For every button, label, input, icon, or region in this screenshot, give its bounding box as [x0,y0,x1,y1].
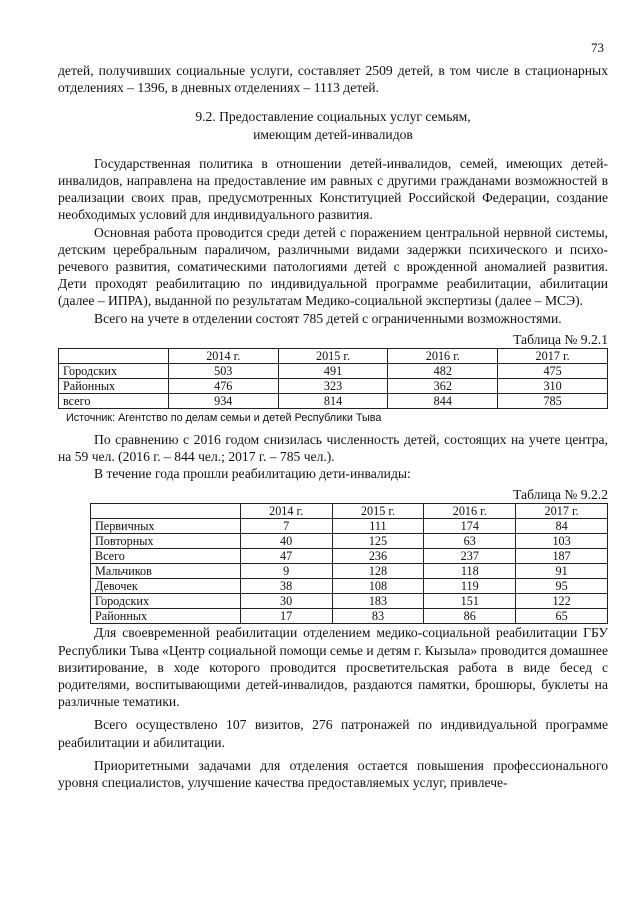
table-2-row-label: Первичных [91,519,241,534]
table-1-cell: 785 [498,393,608,408]
table-1-header-cell: 2016 г. [388,348,498,363]
table-2-caption: Таблица № 9.2.2 [513,487,608,503]
table-1-cell: 362 [388,378,498,393]
table-2-cell: 7 [240,519,332,534]
table-2-cell: 17 [240,609,332,624]
paragraph-comparison: По сравнению с 2016 годом снизилась численность детей, состоящих на учете центра, на 59 чел. (2016 г. – 844 чел.; 2017 г. – 785 чел.). [58,431,608,465]
table-2-cell: 122 [516,594,608,609]
table-2-row-label: Мальчиков [91,564,241,579]
table-1-row [59,393,608,408]
table-2-cell: 108 [332,579,424,594]
table-2-cell: 128 [332,564,424,579]
table-2-cell: 84 [516,519,608,534]
table-2-header-cell: 2017 г. [516,504,608,519]
section-heading-line-1: 9.2. Предоставление социальных услуг семьям, [195,109,471,125]
table-2 [90,503,608,624]
table-1-header-row [59,348,608,363]
table-2-header-cell: 2014 г. [240,504,332,519]
section-heading [58,108,608,142]
paragraph-total-registered: Всего на учете в отделении состоят 785 детей с ограниченными возможностями. [94,310,562,326]
paragraph-main-work: Основная работа проводится среди детей с поражением центральной нервной системы, детским церебральным параличом, различными видами задержки психического и психо-речевого развития, соматическими патологиями детей с врожденной аномалией развития. Дети проходят реабилитацию по индивидуальной программе реабилитации, абилитации (далее – ИПРА), выданной по результатам Медико-социальной экспертизы (далее – МСЭ). [58,224,608,309]
table-1-cell: 323 [278,378,388,393]
table-1-row [59,363,608,378]
table-2-row [91,579,608,594]
table-2-cell: 125 [332,534,424,549]
paragraph-rehabilitation-intro: В течение года прошли реабилитацию дети-инвалиды: [94,466,411,482]
table-1-header-cell: 2017 г. [498,348,608,363]
paragraph-priorities: Приоритетными задачами для отделения остается повышения профессионального уровня специалистов, улучшение качества предоставляемых услуг, привлече- [58,757,608,791]
table-2-header-cell: 2016 г. [424,504,516,519]
table-2-row [91,564,608,579]
table-2-cell: 119 [424,579,516,594]
paragraph-state-policy: Государственная политика в отношении детей-инвалидов, семей, имеющих детей-инвалидов, направлена на предоставление им равных с другими гражданами возможностей в реализации своих прав, предусмотренных Конституцией Российской Федерации, создание необходимых условий для индивидуального развития. [58,155,608,223]
table-2-cell: 65 [516,609,608,624]
table-2-row [91,594,608,609]
table-2-row-label: Районных [91,609,241,624]
table-2-cell: 187 [516,549,608,564]
section-heading-line-2: имеющим детей-инвалидов [253,126,413,142]
table-2-cell: 111 [332,519,424,534]
table-1-cell: 934 [168,393,278,408]
table-2-header-cell: 2015 г. [332,504,424,519]
table-1-header-cell [59,348,169,363]
table-1-cell: 310 [498,378,608,393]
table-1-row [59,378,608,393]
table-2-cell: 38 [240,579,332,594]
page-number: 73 [591,40,604,55]
table-1-header-cell: 2014 г. [168,348,278,363]
table-2-cell: 40 [240,534,332,549]
table-1-row-label: Районных [59,378,169,393]
table-2-row-label: Повторных [91,534,241,549]
table-2-header-row [91,504,608,519]
paragraph-visits-total: Всего осуществлено 107 визитов, 276 патронажей по индивидуальной программе реабилитации и абилитации. [58,717,608,750]
table-2-cell: 83 [332,609,424,624]
table-2-cell: 86 [424,609,516,624]
table-2-row [91,609,608,624]
table-1-cell: 482 [388,363,498,378]
table-2-cell: 9 [240,564,332,579]
table-1-caption: Таблица № 9.2.1 [513,331,608,347]
table-2-cell: 174 [424,519,516,534]
page-content [58,62,608,791]
table-2-cell: 95 [516,579,608,594]
table-2-cell: 118 [424,564,516,579]
table-1-row-label: всего [59,393,169,408]
table-2-cell: 236 [332,549,424,564]
table-1-cell: 491 [278,363,388,378]
table-2-cell: 103 [516,534,608,549]
table-1-cell: 814 [278,393,388,408]
table-2-row-label: Городских [91,594,241,609]
table-1 [58,348,608,409]
table-2-row [91,549,608,564]
table-2-cell: 183 [332,594,424,609]
table-1-cell: 475 [498,363,608,378]
intro-paragraph: детей, получивших социальные услуги, составляет 2509 детей, в том числе в стационарных отделениях – 1396, в дневных отделениях – 1113 детей. [58,63,608,96]
table-2-row [91,534,608,549]
table-1-cell: 476 [168,378,278,393]
table-1-header-cell: 2015 г. [278,348,388,363]
table-1-row-label: Городских [59,363,169,378]
table-2-header-cell [91,504,241,519]
table-2-cell: 237 [424,549,516,564]
table-2-row-label: Всего [91,549,241,564]
table-1-cell: 844 [388,393,498,408]
table-2-cell: 151 [424,594,516,609]
table-2-row-label: Девочек [91,579,241,594]
table-2-cell: 30 [240,594,332,609]
table-2-row [91,519,608,534]
table-1-source: Источник: Агентство по делам семьи и детей Республики Тыва [66,411,382,424]
table-2-cell: 47 [240,549,332,564]
paragraph-home-visits: Для своевременной реабилитации отделением медико-социальной реабилитации ГБУ Республики Тыва «Центр социальной помощи семье и детям г. Кызыла» проводится домашнее визитирование, в ходе которого проводится просветительская работа в виде бесед с родителями, воспитывающими детей-инвалидов, раздаются памятки, брошюры, буклеты на различные тематики. [58,625,608,710]
table-1-cell: 503 [168,363,278,378]
table-2-cell: 63 [424,534,516,549]
table-2-cell: 91 [516,564,608,579]
